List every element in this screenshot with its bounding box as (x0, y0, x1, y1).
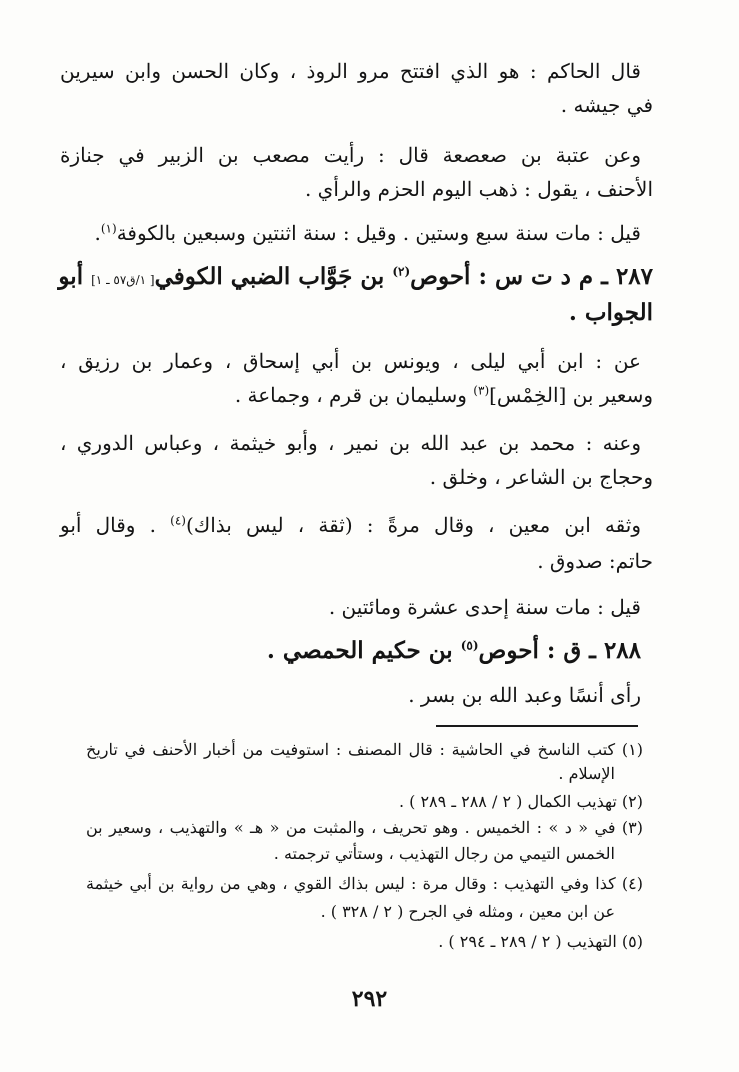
body-line: في جيشه . (560, 93, 653, 117)
footnote-line: (١) كتب الناسخ في الحاشية : قال المصنف : استوفيت من أخبار الأحنف في تاريخ (86, 740, 643, 759)
body-line: وعنه : محمد بن عبد الله بن نمير ، وأبو خيثمة ، وعباس الدوري ، (60, 431, 641, 455)
body-line: قيل : مات سنة إحدى عشرة ومائتين . (328, 595, 641, 619)
body-line: الأحنف ، يقول : ذهب اليوم الحزم والرأي . (304, 177, 653, 201)
entry-heading-text: ٢٨٧ ـ م د ت س : أحوص (410, 263, 653, 290)
body-text: قيل : مات سنة سبع وستين . وقيل : سنة اثنتين وسبعين بالكوفة (116, 221, 641, 245)
page-number: ٢٩٢ (351, 986, 388, 1012)
footnote-line: الإسلام . (558, 764, 615, 783)
body-line: عن : ابن أبي ليلى ، ويونس بن أبي إسحاق ، وعمار بن رزيق ، (60, 349, 641, 373)
entry-heading-text: بن جَوَّاب الضبي الكوفي (154, 263, 385, 290)
footnote-ref: (٣) (473, 383, 490, 398)
body-line: وحجاج بن الشاعر ، وخلق . (429, 465, 653, 489)
body-line (60, 510, 641, 540)
footnote-separator (436, 725, 638, 727)
entry-heading (60, 262, 653, 295)
entry-heading-text: أبو (58, 263, 84, 290)
entry-heading: الجواب . (568, 299, 653, 326)
body-line: حاتم: صدوق . (537, 549, 653, 573)
footnote-line: (٥) التهذيب ( ٢ / ٢٨٩ ـ ٢٩٤ ) . (438, 932, 643, 951)
footnote-line: عن ابن معين ، ومثله في الجرح ( ٢ / ٣٢٨ ) . (320, 902, 615, 921)
manuscript-reference: [ ١/ق٥٧ ـ ١] (91, 273, 155, 287)
body-text: وسليمان بن قرم ، وجماعة . (234, 383, 467, 407)
body-line: رأى أنسًا وعبد الله بن بسر . (408, 683, 641, 707)
body-line (60, 380, 653, 410)
footnote-line: الخمس التيمي من رجال التهذيب ، وستأتي ترجمته . (273, 844, 615, 863)
entry-heading-text: ٢٨٨ ـ ق : أحوص (478, 637, 641, 664)
footnote-ref: (٢) (392, 264, 411, 279)
footnote-line: (٤) كذا وفي التهذيب : وقال مرة : ليس بذاك القوي ، وهي من رواية بن أبي خيثمة (86, 874, 643, 893)
body-text: وثقه ابن معين ، وقال مرةً : (ثقة ، ليس بذاك) (185, 513, 641, 537)
footnote-ref: (٤) (170, 513, 186, 528)
body-line: قال الحاكم : هو الذي افتتح مرو الروذ ، وكان الحسن وابن سيرين (60, 59, 641, 83)
entry-heading-text: بن حكيم الحمصي . (266, 637, 453, 664)
body-text: وسعير بن [الخِمْس] (489, 383, 653, 407)
body-text: . (94, 221, 101, 245)
entry-heading (60, 636, 641, 666)
body-line: وعن عتبة بن صعصعة قال : رأيت مصعب بن الزبير في جنازة (60, 143, 641, 167)
body-line (60, 218, 641, 248)
footnote-line: (٣) في « د » : الخميس . وهو تحريف ، والمثبت من « هـ » والتهذيب ، وسعير بن (86, 818, 643, 837)
body-text: . وقال أبو (60, 513, 156, 537)
footnote-ref: (١) (100, 221, 117, 236)
footnote-line: (٢) تهذيب الكمال ( ٢ / ٢٨٨ ـ ٢٨٩ ) . (398, 792, 643, 811)
footnote-ref: (٥) (460, 638, 479, 653)
